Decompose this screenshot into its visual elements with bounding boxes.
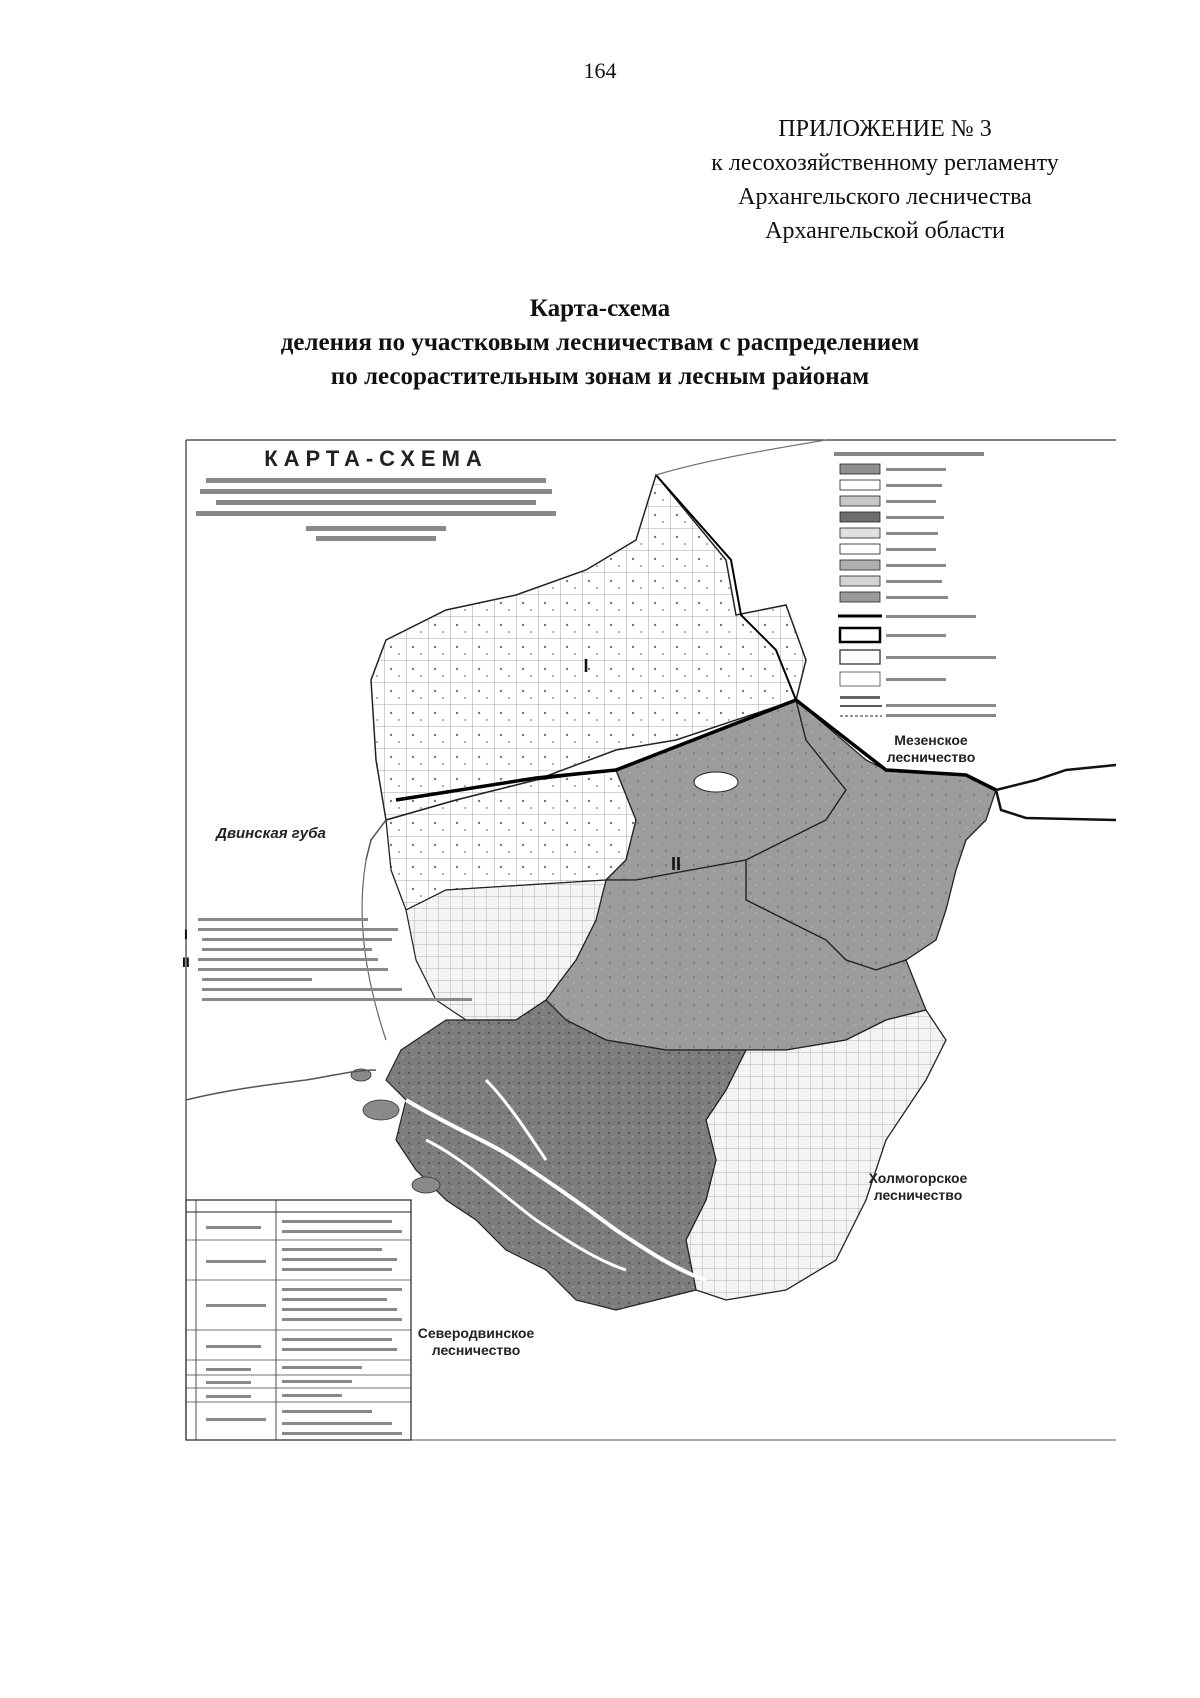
map-heading: КАРТА-СХЕМА	[264, 446, 488, 471]
lake	[694, 772, 738, 792]
districts-table	[186, 1200, 411, 1440]
label-zone-2: II	[670, 854, 682, 874]
appendix-number: ПРИЛОЖЕНИЕ № 3	[778, 116, 992, 142]
map-scale-line	[316, 536, 436, 541]
document-title	[0, 292, 1200, 394]
appendix-line-forestry: Архангельского лесничества	[738, 184, 1032, 210]
label-kholmogory-forestry	[869, 1170, 968, 1203]
coastline-west	[186, 1070, 376, 1100]
label-severodvinsk-line2: лесничество	[431, 1342, 521, 1358]
label-severodvinsk-line1: Северодвинское	[417, 1325, 535, 1341]
label-kholmogory-line1: Холмогорское	[868, 1170, 968, 1186]
label-mezen-line2: лесничество	[886, 749, 976, 765]
forestry-map	[182, 440, 1116, 1480]
title-line-2: деления по участковым лесничествам с распределением	[280, 329, 920, 356]
delta-island	[363, 1100, 399, 1120]
map-subtitle-line	[216, 500, 536, 505]
appendix-line-region: Архангельской области	[765, 218, 1005, 244]
page-number: 164	[583, 58, 617, 83]
zone-explanation-numeral-1: I	[184, 926, 188, 942]
label-dvina-bay: Двинская губа	[216, 825, 326, 842]
map-subtitle-line	[196, 511, 556, 516]
map-canvas	[182, 440, 1116, 1480]
appendix-line-regulation: к лесохозяйственному регламенту	[711, 150, 1059, 176]
title-line-1: Карта-схема	[529, 295, 671, 322]
map-subtitle-line	[206, 478, 546, 483]
label-severodvinsk-forestry	[418, 1325, 535, 1358]
mezen-boundary-line	[996, 790, 1116, 820]
title-line-3: по лесорастительным зонам и лесным районам	[330, 363, 870, 390]
map-subtitle-line	[200, 489, 552, 494]
delta-island	[412, 1177, 440, 1193]
zone-explanation-numeral-2: II	[182, 954, 190, 970]
mezen-boundary-line	[996, 765, 1116, 790]
coastline-bay	[366, 820, 386, 860]
map-legend	[834, 452, 996, 717]
label-mezen-line1: Мезенское	[894, 732, 968, 748]
coastline-north	[656, 440, 826, 475]
label-mezen-forestry	[887, 732, 976, 765]
label-kholmogory-line2: лесничество	[873, 1187, 963, 1203]
appendix-block	[650, 112, 1120, 248]
map-scale-line	[306, 526, 446, 531]
label-zone-1: I	[583, 656, 589, 676]
